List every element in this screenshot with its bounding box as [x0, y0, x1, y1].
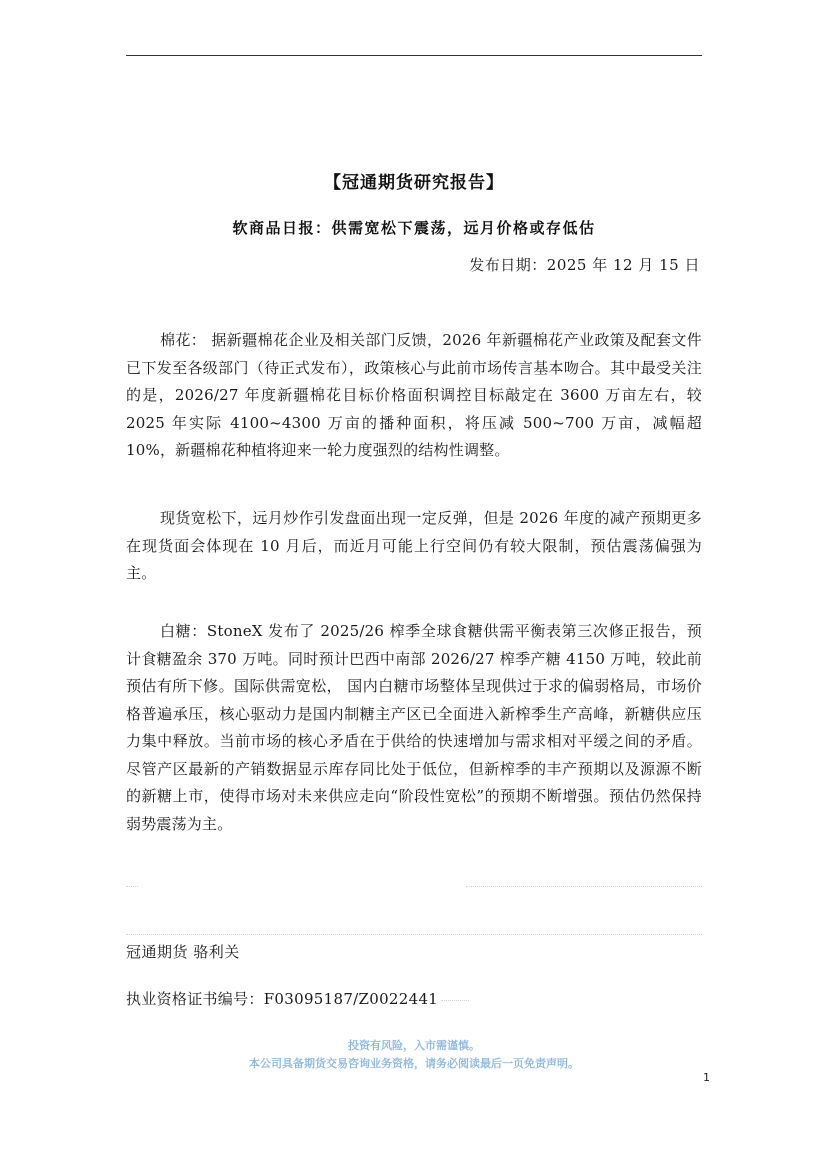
faint-divider	[466, 886, 702, 887]
certificate-number: 执业资格证书编号：F03095187/Z0022441	[126, 990, 439, 1008]
report-title: 软商品日报：供需宽松下震荡，远月价格或存低估	[232, 219, 596, 237]
header-rule	[126, 55, 702, 56]
faint-divider	[441, 1000, 469, 1001]
faint-divider	[126, 934, 702, 935]
cotton-paragraph: 棉花： 据新疆棉花企业及相关部门反馈，2026 年新疆棉花产业政策及配套文件已下发至各级部门（待正式发布），政策核心与此前市场传言基本吻合。其中最受关注的是，2026/27 年度新疆棉花目标价格面积调控目标敲定在 3600 万亩左右，较 2025 年实际 4100~4300 万亩的播种面积，将压减 500~700 万亩，减幅超 10%，新疆棉花种植将迎来一轮力度强烈的结构性调整。	[126, 331, 702, 459]
disclaimer-notice: 本公司具备期货交易咨询业务资格，请务必阅读最后一页免责声明。	[249, 1057, 579, 1070]
author-name: 冠通期货 骆利关	[126, 943, 240, 961]
page-number: 1	[703, 1071, 710, 1084]
risk-warning: 投资有风险，入市需谨慎。	[348, 1039, 480, 1052]
sugar-paragraph: 白糖：StoneX 发布了 2025/26 榨季全球食糖供需平衡表第三次修正报告，预计食糖盈余 370 万吨。同时预计巴西中南部 2026/27 榨季产糖 4150 万吨，较此前预估有所下修。国际供需宽松， 国内白糖市场整体呈现供过于求的偏弱格局，市场价格普遍承压，核心驱动力是国内制糖主产区已全面进入新榨季生产高峰，新糖供应压力集中释放。当前市场的核心矛盾在于供给的快速增加与需求相对平缓之间的矛盾。尽管产区最新的产销数据显示库存同比处于低位，但新榨季的丰产预期以及源源不断的新糖上市，使得市场对未来供应走向“阶段性宽松”的预期不断增强。预估仍然保持弱势震荡为主。	[126, 622, 702, 833]
report-header: 【冠通期货研究报告】	[324, 173, 504, 193]
cotton-outlook-paragraph: 现货宽松下，远月炒作引发盘面出现一定反弹，但是 2026 年度的减产预期更多在现货面会体现在 10 月后，而近月可能上行空间仍有较大限制，预估震荡偏强为主。	[126, 509, 702, 582]
publish-date: 发布日期：2025 年 12 月 15 日	[469, 256, 700, 274]
faint-divider	[126, 886, 138, 887]
